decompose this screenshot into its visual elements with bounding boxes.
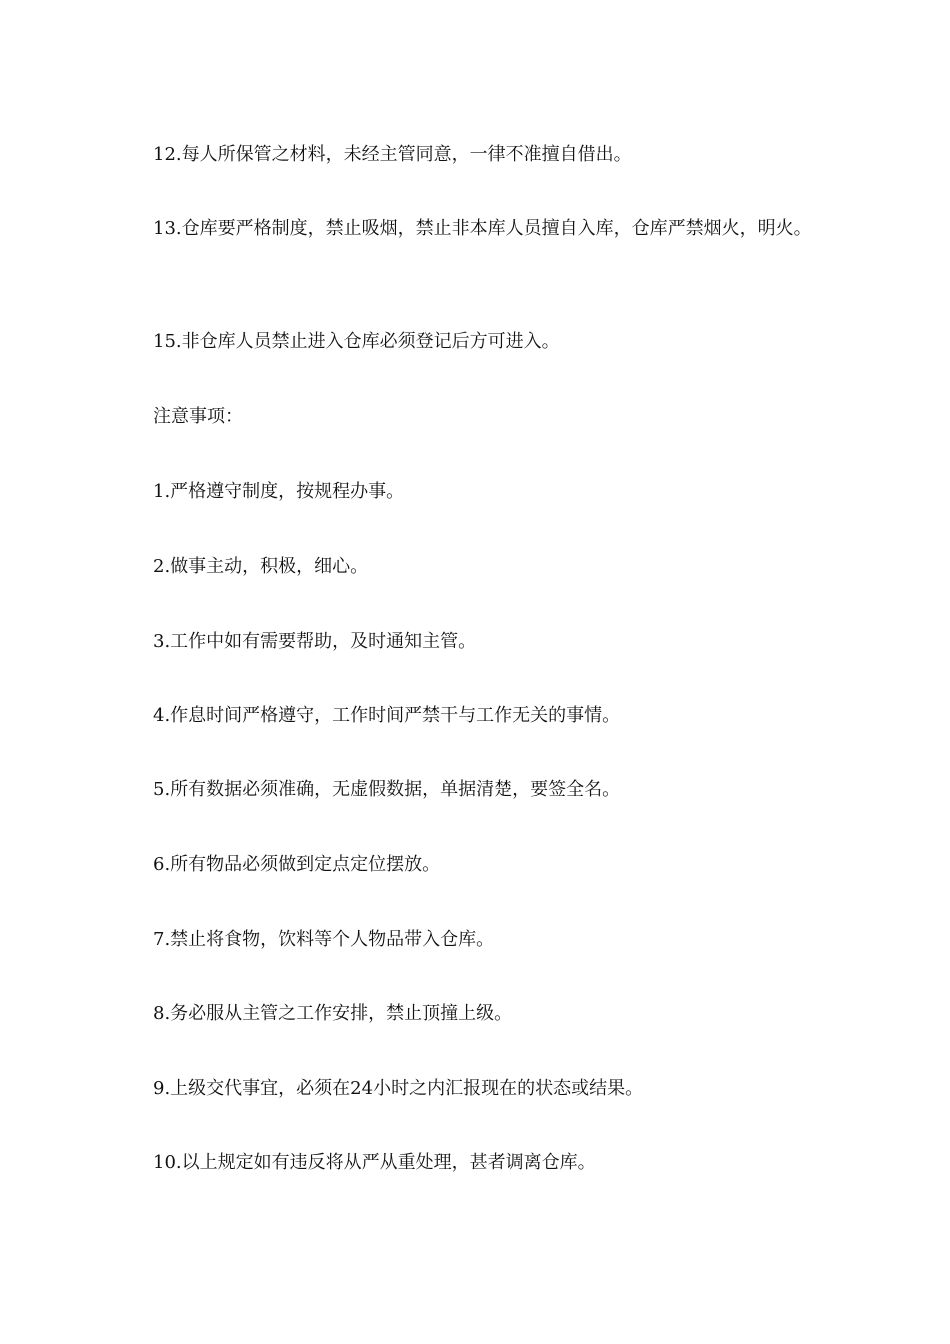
note-item-1: 1.严格遵守制度，按规程办事。 — [153, 481, 405, 502]
note-item-10: 10.以上规定如有违反将从严从重处理，甚者调离仓库。 — [153, 1152, 596, 1173]
note-item-4: 4.作息时间严格遵守，工作时间严禁干与工作无关的事情。 — [153, 705, 621, 726]
paragraph-rule-12: 12.每人所保管之材料，未经主管同意，一律不准擅自借出。 — [153, 144, 632, 165]
note-item-7: 7.禁止将食物，饮料等个人物品带入仓库。 — [153, 929, 495, 950]
note-item-2: 2.做事主动，积极，细心。 — [153, 556, 369, 577]
note-item-3: 3.工作中如有需要帮助，及时通知主管。 — [153, 631, 477, 652]
paragraph-rule-15: 15.非仓库人员禁止进入仓库必须登记后方可进入。 — [153, 331, 560, 352]
paragraph-rule-13: 13.仓库要严格制度，禁止吸烟，禁止非本库人员擅自入库，仓库严禁烟火，明火。 — [153, 218, 812, 239]
note-item-9: 9.上级交代事宜，必须在24小时之内汇报现在的状态或结果。 — [153, 1078, 644, 1099]
note-item-6: 6.所有物品必须做到定点定位摆放。 — [153, 854, 441, 875]
note-item-8: 8.务必服从主管之工作安排，禁止顶撞上级。 — [153, 1003, 513, 1024]
section-heading-notes: 注意事项： — [153, 406, 243, 427]
note-item-5: 5.所有数据必须准确，无虚假数据，单据清楚，要签全名。 — [153, 779, 621, 800]
